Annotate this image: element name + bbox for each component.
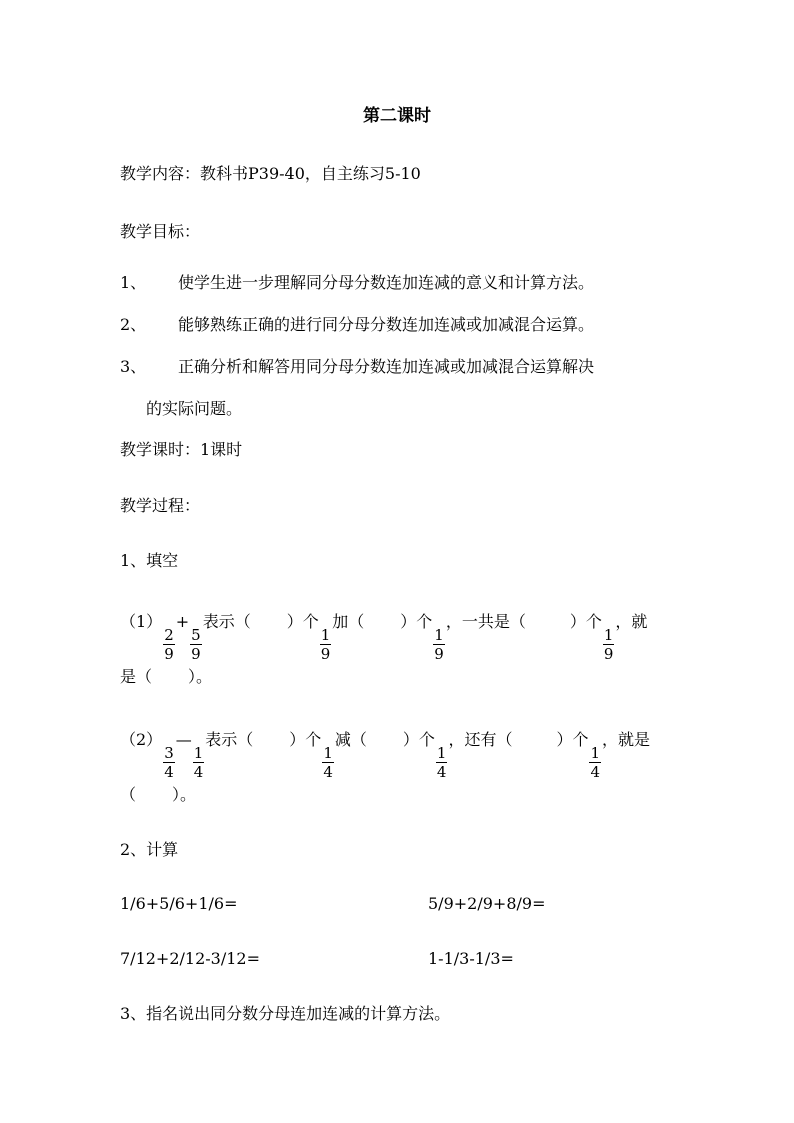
goal-text: 正确分析和解答用同分母分数连加连减或加减混合运算解决 xyxy=(178,357,595,376)
question-text: ）个 xyxy=(556,730,589,749)
goal-number: 3、 xyxy=(120,357,147,376)
goal-text: 能够熟练正确的进行同分母分数连加连减或加减混合运算。 xyxy=(178,315,595,334)
fraction: $\frac{1}{4}$ xyxy=(323,744,333,781)
process-label: 教学过程： xyxy=(120,496,201,515)
question-text: ）个 xyxy=(286,612,319,631)
calc-expression: 1/6+5/6+1/6= xyxy=(120,894,238,913)
goal-item xyxy=(120,357,594,377)
goal-text-continued: 的实际问题。 xyxy=(146,399,243,418)
question-text: ，就是 xyxy=(602,730,651,749)
question-prefix: （2） xyxy=(120,730,163,749)
question-text: ）个 xyxy=(400,612,433,631)
question-text: ）个 xyxy=(402,730,435,749)
question-text: ）个 xyxy=(569,612,602,631)
page-title: 第二课时 xyxy=(363,106,431,126)
operator: — xyxy=(175,730,192,749)
question-text: ）个 xyxy=(289,730,322,749)
fraction: $\frac{1}{9}$ xyxy=(603,626,614,663)
goals-label: 教学目标： xyxy=(120,222,201,241)
fraction: $\frac{5}{9}$ xyxy=(191,626,201,663)
fraction: $\frac{1}{4}$ xyxy=(436,744,447,781)
goal-item xyxy=(120,273,594,293)
fraction: $\frac{1}{9}$ xyxy=(434,626,444,663)
goal-item xyxy=(120,315,594,335)
question-text: ，就 xyxy=(615,612,648,631)
fraction: $\frac{3}{4}$ xyxy=(164,744,174,781)
question-1 xyxy=(120,612,647,663)
question-text: ）。 xyxy=(172,785,197,804)
fraction: $\frac{1}{4}$ xyxy=(590,744,601,781)
calc-expression: 7/12+2/12-3/12= xyxy=(120,949,261,968)
question-text: ，一共是（ xyxy=(445,612,526,631)
question-text: 减（ xyxy=(334,730,367,749)
section-method-title: 3、指名说出同分数分母连加连减的计算方法。 xyxy=(120,1004,451,1023)
question-1-continued xyxy=(120,667,212,687)
goal-number: 2、 xyxy=(120,315,147,334)
question-text: 加（ xyxy=(332,612,365,631)
teaching-hours: 教学课时：1课时 xyxy=(120,440,243,459)
question-2-continued xyxy=(120,785,196,805)
calc-expression: 5/9+2/9+8/9= xyxy=(428,894,546,913)
calc-expression: 1-1/3-1/3= xyxy=(428,949,514,968)
goal-text: 使学生进一步理解同分母分数连加连减的意义和计算方法。 xyxy=(178,273,595,292)
section-fill-blank-title: 1、填空 xyxy=(120,551,179,570)
question-text: 是（ xyxy=(120,667,153,686)
question-text: 表示（ xyxy=(205,730,254,749)
question-2 xyxy=(120,730,650,781)
fraction: $\frac{1}{9}$ xyxy=(320,626,331,663)
fraction: $\frac{2}{9}$ xyxy=(164,626,174,663)
question-text: ）。 xyxy=(188,667,213,686)
question-text: ，还有（ xyxy=(448,730,513,749)
question-prefix: （1） xyxy=(120,612,163,631)
content-label: 教学内容：教科书P39-40，自主练习5-10 xyxy=(120,164,421,183)
question-text: 表示（ xyxy=(202,612,251,631)
question-text: （ xyxy=(120,785,137,804)
operator: + xyxy=(175,612,190,631)
fraction: $\frac{1}{4}$ xyxy=(193,744,204,781)
goal-number: 1、 xyxy=(120,273,147,292)
section-calc-title: 2、计算 xyxy=(120,840,179,859)
